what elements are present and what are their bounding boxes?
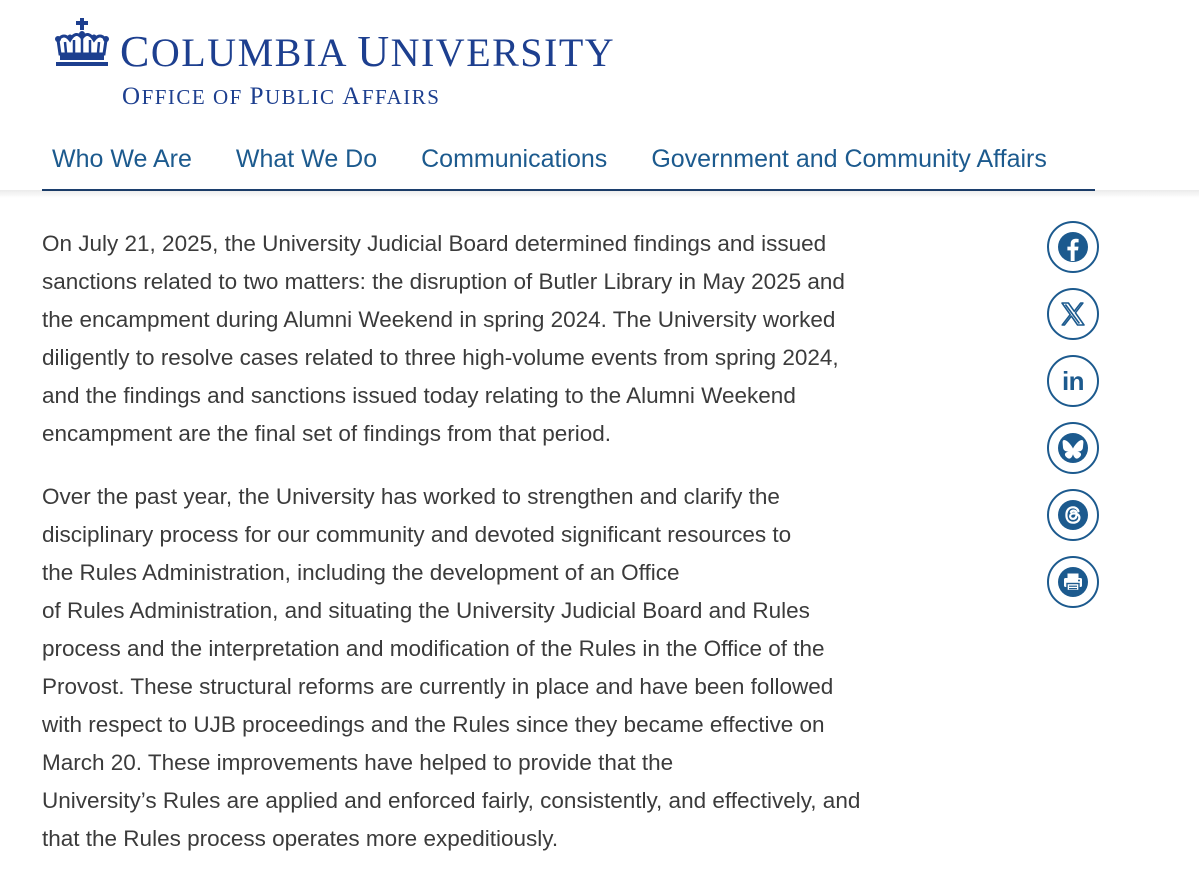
paragraph-line: encampment are the final set of findings from that period. [42, 421, 612, 447]
paragraph-line: of Rules Administration, and situating the University Judicial Board and Rules [42, 597, 810, 623]
share-facebook-button[interactable] [1047, 221, 1099, 273]
paragraph-line: disciplinary process for our community and devoted significant resources to [42, 521, 792, 547]
university-name-rest-2: NIVERSITY [390, 30, 616, 75]
office-name-rest-3: FFAIRS [361, 85, 441, 109]
nav-item-government-and-community-affairs[interactable]: Government and Community Affairs [651, 145, 1047, 173]
office-name-initial-3: A [342, 83, 362, 110]
threads-icon [1057, 499, 1089, 531]
nav-item-communications[interactable]: Communications [421, 145, 608, 173]
share-linkedin-button[interactable] [1047, 355, 1099, 407]
header-shadow [0, 190, 1199, 198]
university-name-initial-2: U [357, 27, 391, 76]
paragraph-line: Over the past year, the University has worked to strengthen and clarify the [42, 483, 780, 509]
site-header [0, 0, 1199, 190]
paragraph-line: diligently to resolve cases related to three high-volume events from spring 2024, [42, 345, 839, 371]
paragraph-line: On July 21, 2025, the University Judicial Board determined findings and issued [42, 231, 827, 256]
print-button[interactable] [1047, 556, 1099, 608]
bluesky-icon [1057, 432, 1089, 464]
paragraph-line: University’s Rules are applied and enforced fairly, consistently, and effectively, and [42, 788, 861, 814]
paragraph-line: sanctions related to two matters: the disruption of Butler Library in May 2025 and [42, 269, 845, 295]
article-body [42, 225, 1002, 876]
paragraph-line: the encampment during Alumni Weekend in spring 2024. The University worked [42, 307, 836, 333]
share-toolbar [1047, 221, 1103, 623]
share-threads-button[interactable] [1047, 489, 1099, 541]
paragraph-line: with respect to UJB proceedings and the Rules since they became effective on [42, 712, 825, 738]
paragraph-line: process and the interpretation and modification of the Rules in the Office of the [42, 635, 825, 661]
nav-item-who-we-are[interactable]: Who We Are [52, 145, 192, 173]
office-name [122, 84, 440, 109]
main-nav [52, 140, 1047, 180]
share-x-button[interactable] [1047, 288, 1099, 340]
article-paragraph-2 [42, 478, 1002, 859]
office-name-rest-2: UBLIC [265, 85, 343, 109]
columbia-logo-link[interactable] [52, 18, 652, 113]
x-icon [1059, 300, 1087, 328]
share-bluesky-button[interactable] [1047, 422, 1099, 474]
facebook-icon [1057, 231, 1089, 263]
paragraph-line: that the Rules process operates more expeditiously. [42, 826, 559, 852]
office-name-initial-2: P [249, 83, 265, 110]
paragraph-line: March 20. These improvements have helped to provide that the [42, 750, 674, 776]
office-name-initial-1: O [122, 83, 142, 110]
article-paragraph-1 [42, 225, 1002, 454]
paragraph-line: and the findings and sanctions issued today relating to the Alumni Weekend [42, 383, 796, 409]
university-name [120, 27, 616, 76]
paragraph-line: Provost. These structural reforms are currently in place and have been followed [42, 674, 834, 700]
university-name-initial-1: C [120, 27, 151, 76]
paragraph-line: the Rules Administration, including the development of an Office [42, 559, 680, 585]
nav-item-what-we-do[interactable]: What We Do [235, 145, 378, 173]
office-name-rest-1: FFICE OF [141, 85, 250, 109]
university-name-rest-1: OLUMBIA [150, 30, 358, 75]
print-icon [1057, 566, 1089, 598]
linkedin-icon: in [1061, 366, 1085, 396]
crown-icon [52, 18, 112, 72]
